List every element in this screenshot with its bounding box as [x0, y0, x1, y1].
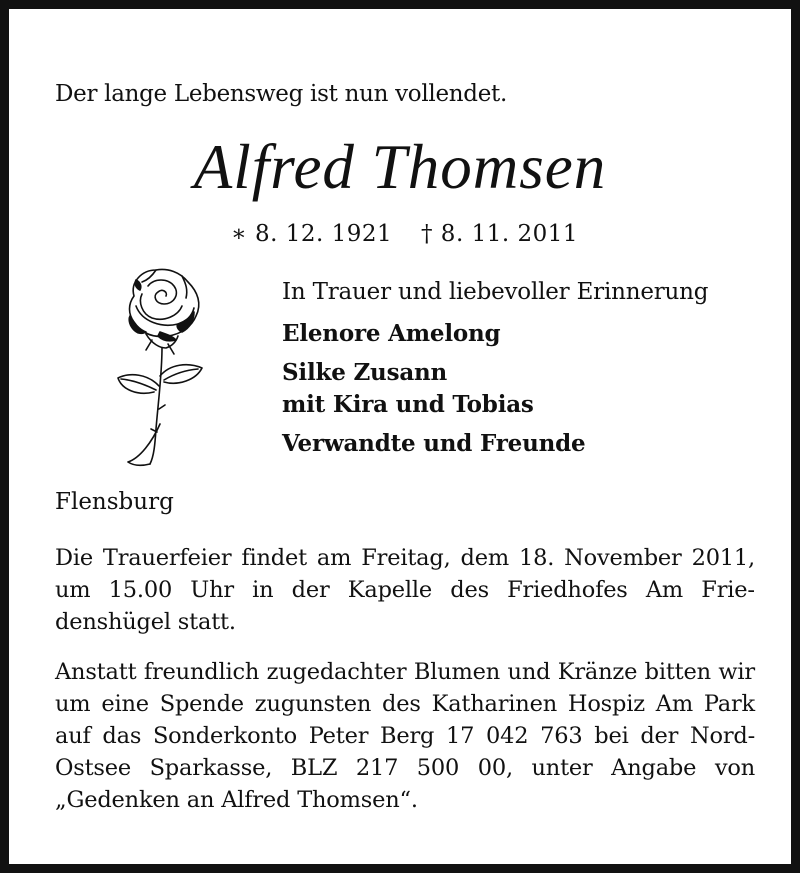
mourner-name: Elenore Amelong: [282, 320, 501, 347]
rose-icon: [112, 264, 209, 469]
intro-text: Der lange Lebensweg ist nun vollendet.: [55, 81, 507, 107]
birth-date: ∗ 8. 12. 1921: [231, 221, 393, 247]
donation-paragraph: Anstatt freundlich zugedachter Blumen und Kränze bitten wir um eine Spende zugunsten des Katharinen Hospiz Am Park auf das Sonderkonto Peter Berg 17 042 763 bei der Nord-Ostsee Sparkasse, BLZ 217 500 00, unter Angabe von „Gedenken an Alfred Thomsen“.: [55, 659, 755, 813]
mourner-name: Verwandte und Freunde: [282, 430, 586, 457]
mourning-line: In Trauer und liebevoller Erinnerung: [282, 279, 709, 305]
deceased-name: Alfred Thomsen: [193, 132, 607, 202]
death-date: † 8. 11. 2011: [421, 221, 578, 247]
funeral-paragraph: Die Trauerfeier findet am Freitag, dem 18. November 2011, um 15.00 Uhr in der Kapelle des Friedhofes Am Friedenshügel statt.: [55, 545, 755, 635]
mourner-name: mit Kira und Tobias: [282, 391, 534, 418]
place-name: Flensburg: [55, 489, 174, 515]
mourner-name: Silke Zusann: [282, 359, 448, 386]
